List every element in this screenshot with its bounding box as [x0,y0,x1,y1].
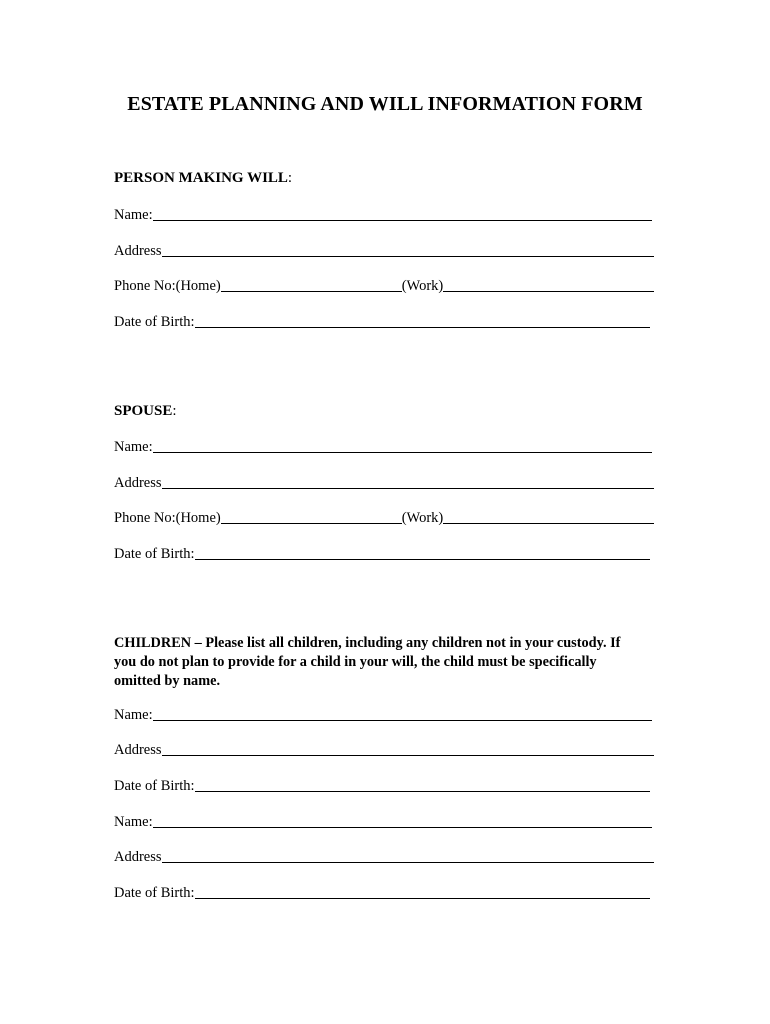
spouse-phone-work-field[interactable] [443,523,654,524]
child2-dob-label: Date of Birth: [114,885,195,901]
spouse-phone-home-label: Phone No:(Home) [114,510,221,526]
spouse-name-field[interactable] [153,452,652,453]
child1-name-label: Name: [114,707,153,723]
child1-address-label: Address [114,742,162,758]
children-instructions [114,634,674,691]
person-phone-home-label: Phone No:(Home) [114,278,221,294]
spouse-heading [114,403,177,420]
child1-address-row [114,739,654,759]
children-instructions-line3: omitted by name. [114,673,221,689]
child2-dob-field[interactable] [195,898,650,899]
person-phone-row [114,275,654,295]
child2-name-label: Name: [114,814,153,830]
person-address-label: Address [114,243,162,259]
person-address-field[interactable] [162,256,654,257]
child2-address-field[interactable] [162,862,654,863]
person-name-label: Name: [114,207,153,223]
spouse-dob-row [114,543,650,563]
child2-dob-row [114,882,650,902]
child1-name-field[interactable] [153,720,652,721]
child1-dob-label: Date of Birth: [114,778,195,794]
child1-dob-field[interactable] [195,791,650,792]
child1-address-field[interactable] [162,755,654,756]
child1-dob-row [114,775,650,795]
spouse-heading-colon: : [172,403,177,419]
person-phone-work-field[interactable] [443,291,654,292]
person-address-row [114,240,654,260]
spouse-phone-home-field[interactable] [221,523,402,524]
person-dob-label: Date of Birth: [114,314,195,330]
child1-name-row [114,704,652,724]
person-name-row [114,204,652,224]
child2-name-field[interactable] [153,827,652,828]
spouse-phone-row [114,507,654,527]
spouse-name-row [114,436,652,456]
spouse-address-label: Address [114,475,162,491]
spouse-dob-field[interactable] [195,559,650,560]
person-phone-home-field[interactable] [221,291,402,292]
child2-name-row [114,811,652,831]
person-name-field[interactable] [153,220,652,221]
spouse-dob-label: Date of Birth: [114,546,195,562]
person-heading-colon: : [287,170,293,186]
person-phone-work-label: (Work) [401,278,444,294]
spouse-address-field[interactable] [162,488,654,489]
spouse-phone-work-label: (Work) [401,510,444,526]
form-title: ESTATE PLANNING AND WILL INFORMATION FORM [127,93,643,115]
person-heading-text: PERSON MAKING WILL [114,170,288,186]
person-dob-field[interactable] [195,327,650,328]
spouse-name-label: Name: [114,439,153,455]
spouse-heading-text: SPOUSE [114,403,173,419]
children-instructions-line2: you do not plan to provide for a child in your will, the child must be specifically [114,654,597,670]
spouse-address-row [114,472,654,492]
person-heading [114,170,292,187]
child2-address-row [114,846,654,866]
children-instructions-line1: CHILDREN – Please list all children, including any children not in your custody. If [114,635,621,651]
child2-address-label: Address [114,849,162,865]
person-dob-row [114,311,650,331]
